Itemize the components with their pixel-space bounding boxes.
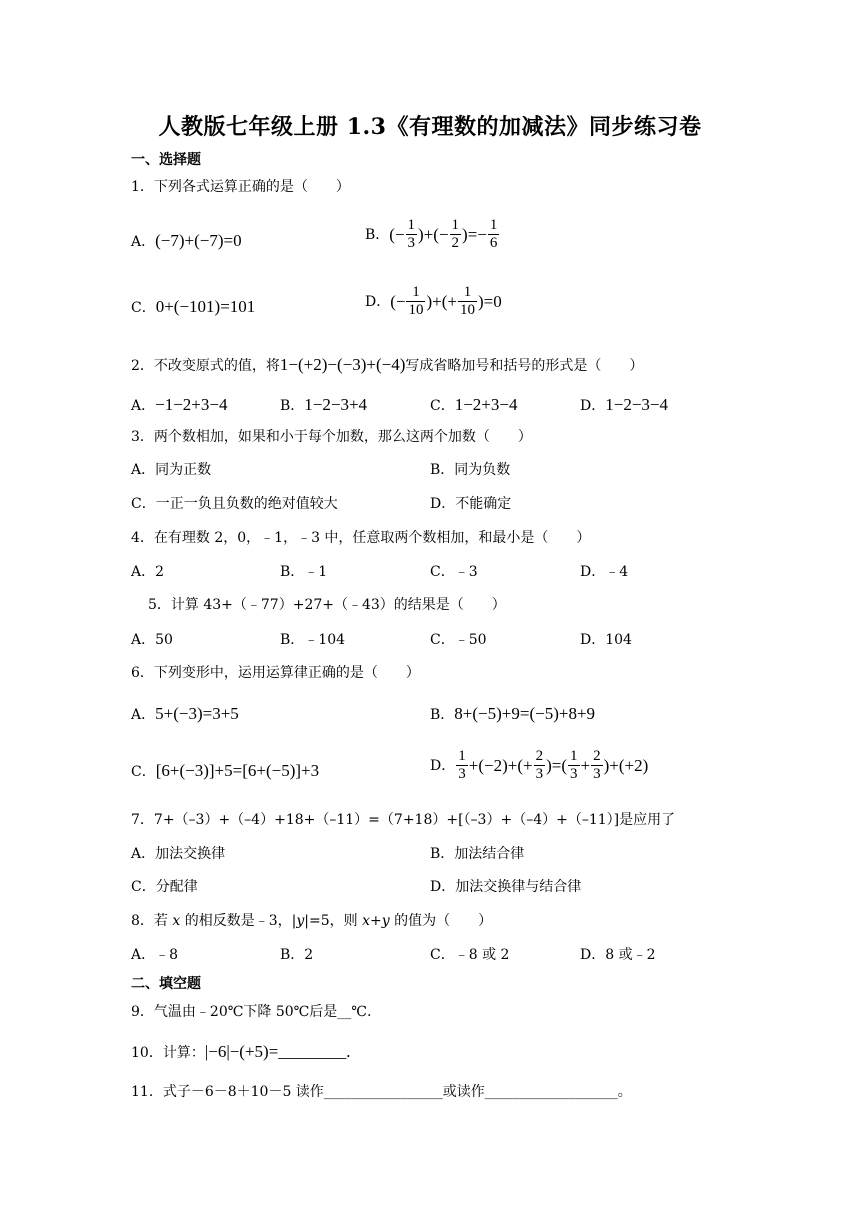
q3-option-a: A．同为正数 (131, 462, 212, 478)
option-expression: 1−2−3+4 (304, 395, 368, 414)
stem-text: 的值为（ ） (389, 913, 493, 929)
question-3-stem: 3．两个数相加，如果和小于每个加数，那么这两个加数（ ） (131, 429, 532, 445)
q1-option-d (365, 284, 502, 319)
q1-option-a (131, 232, 242, 249)
denominator: 2 (451, 235, 460, 251)
fraction (406, 284, 425, 319)
q2-option-d (580, 396, 668, 413)
q6-option-a (131, 705, 239, 722)
fraction (568, 748, 580, 783)
option-label: C． (430, 398, 455, 414)
stem-text: 2．不改变原式的值，将 (131, 358, 280, 374)
denominator: 3 (535, 766, 544, 782)
option-label: B． (430, 707, 455, 723)
numerator: 1 (407, 217, 416, 233)
question-10-stem (131, 1043, 351, 1060)
numerator: 1 (570, 748, 578, 764)
expr-part: (+ (517, 756, 533, 775)
question-9-stem: 9．气温由﹣20℃下降 50℃后是__℃. (131, 1004, 372, 1020)
q1-b-expression (389, 217, 500, 252)
denominator: 3 (458, 766, 466, 782)
expr-part: )=0 (477, 292, 502, 311)
section-heading-fill: 二、填空题 (131, 976, 201, 992)
q5-option-a: A．50 (131, 632, 173, 648)
question-11-stem: 11．式子－6－8＋10－5 读作_________________或读作___________________。 (131, 1084, 632, 1100)
stem-expression: 1−(+2)−(−3)+(−4) (279, 355, 406, 374)
q6-option-b (430, 705, 595, 722)
q2-option-c (430, 396, 517, 413)
option-expression: 1−2−3−4 (605, 395, 668, 414)
question-8-stem (131, 914, 492, 928)
q7-option-d: D．加法交换律与结合律 (430, 879, 582, 895)
option-label: D． (580, 398, 606, 414)
option-expression: 8+(−5)+9=(−5)+8+9 (454, 704, 596, 723)
option-label: A． (131, 707, 156, 723)
expr-part: + (580, 756, 591, 775)
page-title: 人教版七年级上册 1.3《有理数的加减法》同步练习卷 (158, 114, 702, 140)
q2-option-b (280, 396, 367, 413)
question-1-stem: 1．下列各式运算正确的是（ ） (131, 179, 350, 195)
option-label: D． (430, 757, 456, 774)
expr-part: )+(+ (426, 292, 457, 311)
option-expression: 1−2+3−4 (454, 395, 518, 414)
numerator: 1 (451, 217, 460, 233)
q1-a-expression: (−7)+(−7)=0 (155, 231, 242, 250)
q2-option-a (131, 396, 227, 413)
q4-option-c: C．﹣3 (430, 564, 478, 580)
q3-option-b: B．同为负数 (430, 462, 511, 478)
q4-option-d: D．﹣4 (580, 564, 629, 580)
q7-option-a: A．加法交换律 (131, 846, 226, 862)
numerator: 1 (463, 284, 472, 300)
q8-option-c: C．﹣8 或 2 (430, 947, 510, 963)
stem-expression: |−6|−(+5)=________. (204, 1042, 351, 1061)
fraction (450, 217, 462, 252)
variable: x (172, 913, 181, 929)
numerator: 1 (489, 217, 498, 233)
q7-option-b: B．加法结合律 (430, 846, 525, 862)
expr-part: (− (389, 225, 405, 244)
option-label: A． (131, 398, 156, 414)
q1-d-expression (390, 284, 502, 319)
q8-option-b: B．2 (280, 947, 314, 963)
q7-option-c: C．分配律 (131, 879, 198, 895)
option-label: A． (131, 234, 156, 250)
fraction (406, 217, 418, 252)
denominator: 3 (570, 766, 578, 782)
expr-part: )+(− (418, 225, 449, 244)
fraction (534, 748, 546, 783)
denominator: 3 (407, 235, 416, 251)
q3-option-d: D．不能确定 (430, 496, 512, 512)
option-expression: 5+(−3)=3+5 (155, 704, 239, 723)
q8-option-d: D．8 或﹣2 (580, 947, 656, 963)
section-heading-choice: 一、选择题 (131, 152, 201, 168)
variable: x+y (362, 913, 390, 929)
expr-part: )+(+2) (603, 756, 649, 775)
stem-text: |=5，则 (304, 913, 363, 929)
stem-text: 10．计算： (131, 1045, 205, 1061)
question-4-stem: 4．在有理数 2，0，﹣1，﹣3 中，任意取两个数相加，和最小是（ ） (131, 530, 591, 546)
question-5-stem: 5．计算 43+（﹣77）+27+（﹣43）的结果是（ ） (148, 597, 506, 613)
expr-part: )=− (462, 225, 487, 244)
fraction (456, 748, 468, 783)
denominator: 3 (593, 766, 601, 782)
q8-option-a: A．﹣8 (131, 947, 179, 963)
option-label: D． (365, 293, 391, 310)
denominator: 10 (408, 302, 424, 318)
option-expression: [6+(−3)]+5=[6+(−5)]+3 (155, 761, 320, 780)
option-expression: −1−2+3−4 (155, 395, 228, 414)
numerator: 1 (458, 748, 466, 764)
q3-option-c: C．一正一负且负数的绝对值较大 (131, 496, 338, 512)
q6-option-d (430, 748, 648, 783)
q5-option-c: C．﹣50 (430, 632, 487, 648)
stem-text: 8．若 (131, 913, 173, 929)
fraction (458, 284, 477, 319)
question-7-stem: 7．7+（–3）+（–4）+18+（–11）=（7+18）+[（–3）+（–4）+（–11）]是应用了 (131, 812, 676, 828)
expr-part: (− (390, 292, 406, 311)
option-label: B． (365, 226, 390, 243)
stem-text: 写成省略加号和括号的形式是（ ） (405, 358, 644, 374)
q6-option-c (131, 762, 319, 779)
q5-option-b: B．﹣104 (280, 632, 346, 648)
expr-part: +(−2)+ (468, 756, 518, 775)
numerator: 2 (535, 748, 544, 764)
stem-text: 的相反数是﹣3，| (180, 913, 297, 929)
numerator: 1 (412, 284, 420, 300)
expr-part: )=( (546, 756, 567, 775)
option-label: C． (131, 300, 156, 316)
fraction (488, 217, 500, 252)
q4-option-b: B．﹣1 (280, 564, 328, 580)
option-label: C． (131, 764, 156, 780)
option-label: B． (280, 398, 305, 414)
numerator: 2 (593, 748, 601, 764)
q1-option-c (131, 298, 255, 315)
q4-option-a: A．2 (131, 564, 165, 580)
denominator: 10 (459, 302, 475, 318)
question-2-stem (131, 356, 643, 373)
q5-option-d: D．104 (580, 632, 632, 648)
q1-c-expression: 0+(−101)=101 (155, 297, 256, 316)
denominator: 6 (489, 235, 498, 251)
q6-d-expression (455, 748, 648, 783)
variable: y (296, 913, 305, 929)
fraction (591, 748, 603, 783)
question-6-stem: 6．下列变形中，运用运算律正确的是（ ） (131, 665, 420, 681)
q1-option-b (365, 217, 500, 252)
